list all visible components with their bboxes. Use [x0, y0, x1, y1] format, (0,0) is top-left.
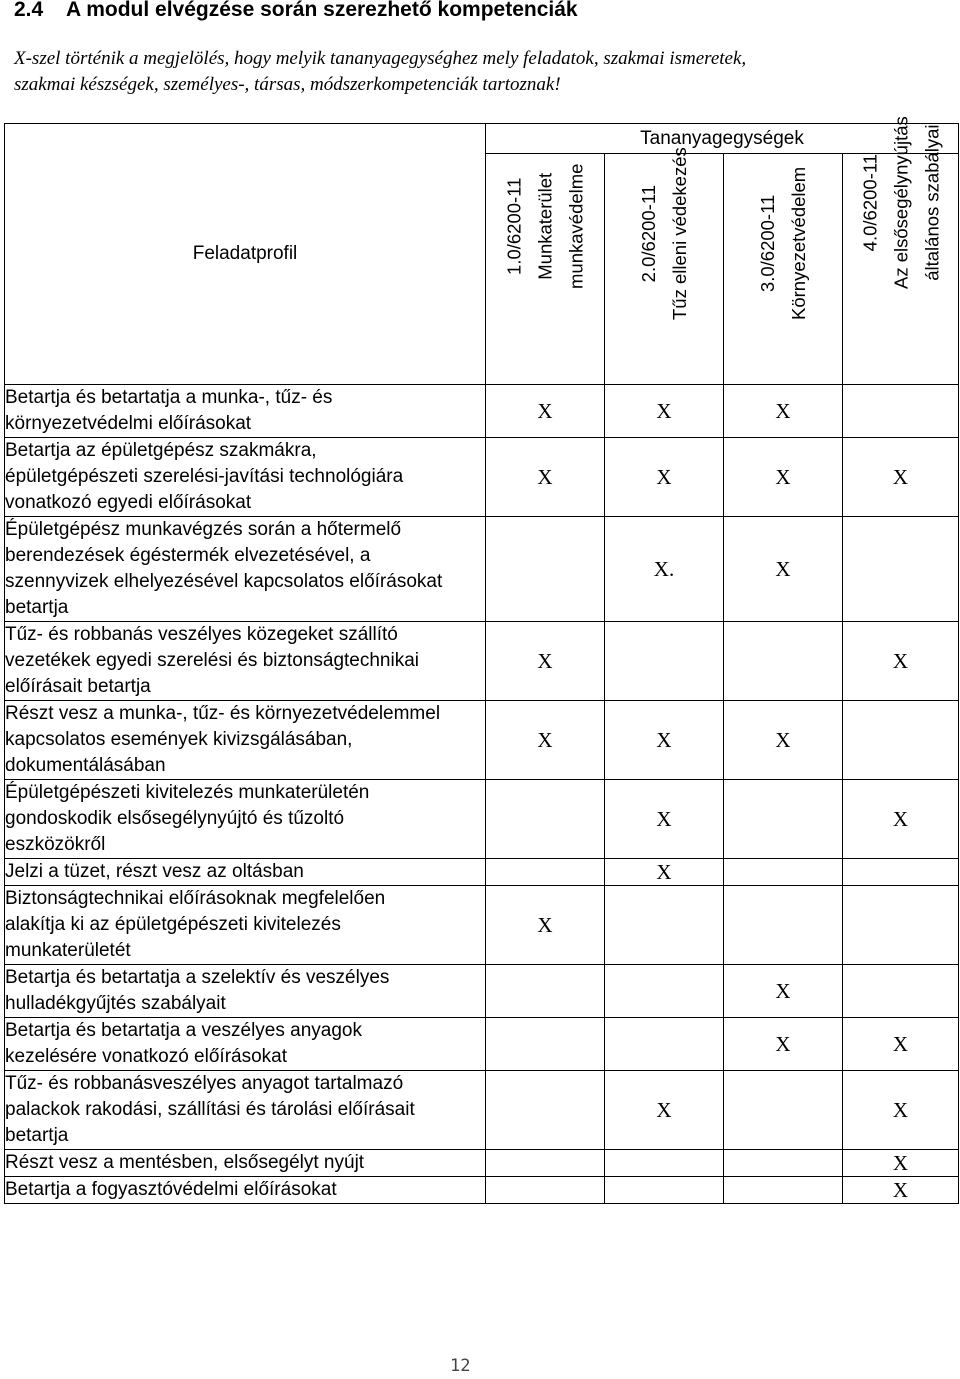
mark-cell-unit-2: X: [605, 780, 724, 859]
task-line: előírásait betartja: [5, 676, 151, 697]
intro-line-1: X-szel történik a megjelölés, hogy melyik tananyagegységhez mely feladatok, szakmai ismeretek,: [14, 48, 747, 69]
task-line: kapcsolatos események kivizsgálásában,: [5, 729, 353, 750]
task-line: berendezések égéstermék elvezetésével, a: [5, 545, 371, 566]
task-cell: [5, 517, 486, 622]
task-cell: [5, 1018, 486, 1071]
profile-header: Feladatprofil: [5, 124, 486, 385]
task-line: alakítja ki az épületgépészeti kivitelezés: [5, 914, 341, 935]
unit-header-1: [486, 154, 605, 385]
table-row: [5, 886, 959, 965]
table-row: [5, 1150, 959, 1177]
mark-cell-unit-3: [724, 1150, 843, 1177]
table-row: [5, 1018, 959, 1071]
task-line: Betartja és betartatja a veszélyes anyagok: [5, 1020, 362, 1041]
mark-cell-unit-2: [605, 1150, 724, 1177]
mark-cell-unit-4: X: [843, 438, 959, 517]
unit-header-2: [605, 147, 724, 385]
mark-cell-unit-3: [724, 622, 843, 701]
unit-header-text: [499, 164, 592, 289]
mark-cell-unit-4: [843, 701, 959, 780]
intro-text: [14, 46, 954, 98]
mark-cell-unit-1: [486, 859, 605, 886]
mark-cell-unit-2: [605, 886, 724, 965]
task-line: Betartja a fogyasztóvédelmi előírásokat: [5, 1179, 337, 1200]
task-line: dokumentálásában: [5, 755, 166, 776]
table-row: [5, 1177, 959, 1204]
section-title: A modul elvégzése során szerezhető kompetenciák: [66, 0, 578, 21]
task-line: Épületgépész munkavégzés során a hőtermelő: [5, 519, 402, 540]
mark-cell-unit-3: X: [724, 385, 843, 438]
unit-line1: Környezetvédelem: [788, 166, 809, 320]
task-cell: [5, 780, 486, 859]
table-row: [5, 701, 959, 780]
unit-line2: általános szabályai: [921, 124, 942, 281]
mark-cell-unit-1: [486, 1071, 605, 1150]
section-number: 2.4: [14, 0, 44, 21]
intro-line-2: szakmai készségek, személyes-, társas, módszerkompetenciák tartoznak!: [14, 74, 561, 95]
task-line: Betartja az épületgépész szakmákra,: [5, 440, 317, 461]
task-cell: [5, 622, 486, 701]
mark-cell-unit-1: X: [486, 622, 605, 701]
mark-cell-unit-2: X: [605, 859, 724, 886]
mark-cell-unit-1: [486, 965, 605, 1018]
mark-cell-unit-2: [605, 1177, 724, 1204]
task-line: Részt vesz a mentésben, elsősegélyt nyújt: [5, 1152, 365, 1173]
units-header: Tananyagegységek: [486, 124, 959, 154]
table-row: [5, 622, 959, 701]
task-line: Tűz- és robbanásveszélyes anyagot tartalmazó: [5, 1073, 404, 1094]
table-row: [5, 859, 959, 886]
task-cell: [5, 886, 486, 965]
unit-line1: Munkaterület: [534, 172, 556, 280]
mark-cell-unit-4: [843, 886, 959, 965]
unit-code: 4.0/6200-11: [859, 153, 880, 252]
mark-cell-unit-3: X: [724, 965, 843, 1018]
mark-cell-unit-1: X: [486, 385, 605, 438]
mark-cell-unit-3: [724, 1177, 843, 1204]
mark-cell-unit-4: X: [843, 622, 959, 701]
header-row-top: [5, 124, 959, 154]
mark-cell-unit-4: [843, 965, 959, 1018]
task-cell: [5, 385, 486, 438]
mark-cell-unit-4: X: [843, 1018, 959, 1071]
unit-line1: Az elsősegélynyújtás: [890, 116, 911, 289]
task-line: Épületgépészeti kivitelezés munkaterületén: [5, 782, 370, 803]
task-line: Jelzi a tüzet, részt vesz az oltásban: [5, 861, 304, 882]
page-number: 12: [450, 1356, 471, 1376]
task-cell: [5, 1150, 486, 1177]
unit-header-4: [843, 116, 959, 385]
task-line: szennyvizek elhelyezésével kapcsolatos előírásokat: [5, 571, 443, 592]
unit-code: 3.0/6200-11: [757, 194, 778, 293]
mark-cell-unit-4: X: [843, 780, 959, 859]
task-line: Betartja és betartatja a szelektív és veszélyes: [5, 967, 390, 988]
mark-cell-unit-3: [724, 780, 843, 859]
mark-cell-unit-3: X: [724, 517, 843, 622]
mark-cell-unit-3: X: [724, 438, 843, 517]
task-cell: [5, 859, 486, 886]
section-heading: [14, 0, 578, 22]
mark-cell-unit-3: X: [724, 1018, 843, 1071]
table-row: [5, 1071, 959, 1150]
task-cell: [5, 965, 486, 1018]
task-line: Részt vesz a munka-, tűz- és környezetvédelemmel: [5, 703, 441, 724]
task-line: épületgépészeti szerelési-javítási technológiára: [5, 466, 404, 487]
table-body: [5, 385, 959, 1204]
mark-cell-unit-2: X: [605, 438, 724, 517]
unit-code: 2.0/6200-11: [638, 184, 659, 283]
unit-header-3: [724, 154, 843, 385]
mark-cell-unit-2: [605, 622, 724, 701]
mark-cell-unit-1: X: [486, 438, 605, 517]
table-row: [5, 438, 959, 517]
competency-table: [4, 116, 959, 1204]
task-line: Biztonságtechnikai előírásoknak megfelelően: [5, 888, 386, 909]
table-row: [5, 780, 959, 859]
unit-header-text: [854, 116, 947, 289]
table-row: [5, 385, 959, 438]
task-cell: [5, 438, 486, 517]
mark-cell-unit-4: X: [843, 1177, 959, 1204]
mark-cell-unit-4: X: [843, 1150, 959, 1177]
task-cell: [5, 1177, 486, 1204]
task-line: vonatkozó egyedi előírásokat: [5, 492, 252, 513]
mark-cell-unit-2: X: [605, 385, 724, 438]
mark-cell-unit-2: X.: [605, 517, 724, 622]
mark-cell-unit-1: [486, 1018, 605, 1071]
unit-header-text: [633, 147, 695, 320]
mark-cell-unit-2: X: [605, 701, 724, 780]
task-line: betartja: [5, 597, 69, 618]
mark-cell-unit-1: [486, 780, 605, 859]
mark-cell-unit-1: X: [486, 701, 605, 780]
mark-cell-unit-4: [843, 517, 959, 622]
task-line: palackok rakodási, szállítási és tárolási előírásait: [5, 1099, 415, 1120]
task-line: kezelésére vonatkozó előírásokat: [5, 1046, 287, 1067]
task-cell: [5, 701, 486, 780]
unit-line1: Tűz elleni védekezés: [669, 147, 690, 320]
mark-cell-unit-3: [724, 886, 843, 965]
unit-code: 1.0/6200-11: [503, 177, 525, 275]
mark-cell-unit-4: [843, 385, 959, 438]
mark-cell-unit-4: [843, 859, 959, 886]
task-line: Tűz- és robbanás veszélyes közegeket szállító: [5, 624, 398, 645]
task-line: betartja: [5, 1125, 69, 1146]
mark-cell-unit-2: [605, 965, 724, 1018]
mark-cell-unit-1: [486, 1150, 605, 1177]
unit-line2: munkavédelme: [565, 163, 587, 289]
mark-cell-unit-2: [605, 1018, 724, 1071]
task-line: vezetékek egyedi szerelési és biztonságtechnikai: [5, 650, 420, 671]
mark-cell-unit-3: [724, 859, 843, 886]
table-row: [5, 965, 959, 1018]
table-row: [5, 517, 959, 622]
task-line: eszközökről: [5, 834, 106, 855]
mark-cell-unit-2: X: [605, 1071, 724, 1150]
task-line: hulladékgyűjtés szabályait: [5, 993, 226, 1014]
task-line: gondoskodik elsősegélynyújtó és tűzoltó: [5, 808, 345, 829]
task-line: környezetvédelmi előírásokat: [5, 413, 252, 434]
mark-cell-unit-1: [486, 1177, 605, 1204]
task-cell: [5, 1071, 486, 1150]
mark-cell-unit-3: [724, 1071, 843, 1150]
task-line: munkaterületét: [5, 940, 131, 961]
task-line: Betartja és betartatja a munka-, tűz- és: [5, 387, 333, 408]
unit-header-text: [752, 167, 814, 320]
mark-cell-unit-3: X: [724, 701, 843, 780]
mark-cell-unit-1: X: [486, 886, 605, 965]
mark-cell-unit-1: [486, 517, 605, 622]
mark-cell-unit-4: X: [843, 1071, 959, 1150]
